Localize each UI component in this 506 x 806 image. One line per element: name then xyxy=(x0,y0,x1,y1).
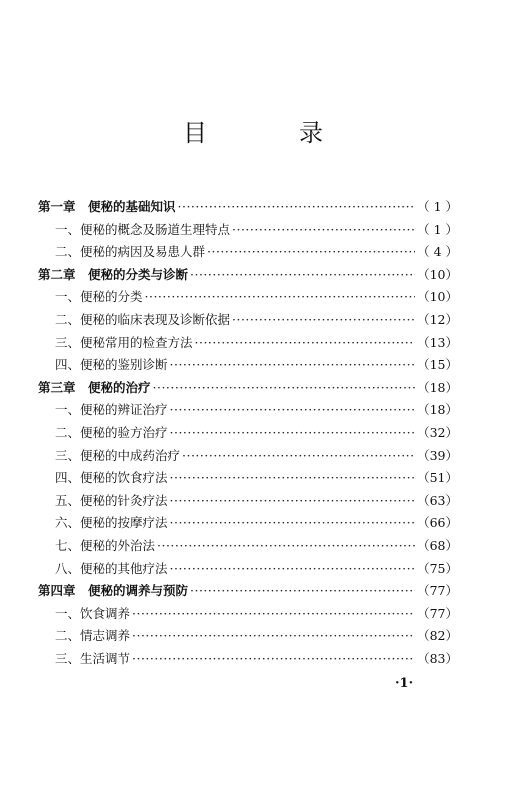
leader-dots xyxy=(170,422,416,445)
toc-entry-label: 二、便秘的临床表现及诊断依据 xyxy=(55,311,231,327)
toc-entry-label: 三、生活调节 xyxy=(55,650,131,666)
leader-dots xyxy=(170,467,416,490)
toc-entry-chapter-2 xyxy=(38,264,458,287)
toc-entry-label: 七、便秘的外治法 xyxy=(55,537,156,553)
toc-entry-label: 二、便秘的验方治疗 xyxy=(55,424,168,440)
leader-dots xyxy=(132,648,415,671)
toc-entry-page: （75） xyxy=(417,560,458,576)
leader-dots xyxy=(170,354,416,377)
toc-entry-label: 六、便秘的按摩疗法 xyxy=(55,515,168,531)
toc-entry-page: （10） xyxy=(417,266,458,282)
toc-entry-label: 第三章 便秘的治疗 xyxy=(38,379,151,395)
toc-entry-label: 第二章 便秘的分类与诊断 xyxy=(38,266,189,282)
toc-entry-section xyxy=(38,241,458,264)
toc-entry-section xyxy=(38,422,458,445)
toc-entry-page: （77） xyxy=(417,583,458,599)
leader-dots xyxy=(178,196,416,219)
page-title: 目 录 xyxy=(183,119,357,147)
table-of-contents xyxy=(38,196,458,670)
toc-entry-label: 二、情志调养 xyxy=(55,628,131,644)
toc-entry-page: （66） xyxy=(417,515,458,531)
leader-dots xyxy=(157,535,415,558)
toc-entry-label: 四、便秘的饮食疗法 xyxy=(55,470,168,486)
leader-dots xyxy=(232,309,415,332)
toc-entry-page: （32） xyxy=(417,424,458,440)
leader-dots xyxy=(132,603,415,626)
toc-entry-section xyxy=(38,558,458,581)
toc-entry-page: （63） xyxy=(417,492,458,508)
leader-dots xyxy=(207,241,415,264)
toc-entry-chapter-4 xyxy=(38,580,458,603)
toc-entry-page: （51） xyxy=(417,470,458,486)
leader-dots xyxy=(170,490,416,513)
toc-entry-chapter-1 xyxy=(38,196,458,219)
toc-entry-section xyxy=(38,445,458,468)
toc-entry-page: （83） xyxy=(417,650,458,666)
toc-entry-section xyxy=(38,625,458,648)
toc-entry-section xyxy=(38,219,458,242)
toc-entry-label: 四、便秘的鉴别诊断 xyxy=(55,357,168,373)
leader-dots xyxy=(132,625,415,648)
toc-entry-label: 五、便秘的针灸疗法 xyxy=(55,492,168,508)
toc-entry-section xyxy=(38,467,458,490)
toc-entry-label: 八、便秘的其他疗法 xyxy=(55,560,168,576)
leader-dots xyxy=(190,580,415,603)
toc-entry-page: （18） xyxy=(417,379,458,395)
leader-dots xyxy=(153,377,416,400)
toc-entry-label: 一、便秘的概念及肠道生理特点 xyxy=(55,221,231,237)
leader-dots xyxy=(170,558,416,581)
toc-entry-page: （82） xyxy=(417,628,458,644)
toc-entry-label: 第四章 便秘的调养与预防 xyxy=(38,583,189,599)
leader-dots xyxy=(195,332,416,355)
leader-dots xyxy=(190,264,415,287)
toc-entry-page: （13） xyxy=(417,334,458,350)
toc-entry-section xyxy=(38,490,458,513)
toc-entry-page: （12） xyxy=(417,311,458,327)
toc-entry-section xyxy=(38,603,458,626)
toc-entry-label: 一、便秘的辨证治疗 xyxy=(55,402,168,418)
toc-entry-label: 一、饮食调养 xyxy=(55,605,131,621)
toc-entry-page: （77） xyxy=(417,605,458,621)
toc-entry-label: 二、便秘的病因及易患人群 xyxy=(55,244,206,260)
toc-entry-page: （39） xyxy=(417,447,458,463)
toc-entry-label: 三、便秘的中成药治疗 xyxy=(55,447,181,463)
toc-entry-section xyxy=(38,512,458,535)
toc-entry-section xyxy=(38,309,458,332)
toc-entry-page: （10） xyxy=(417,289,458,305)
toc-entry-section xyxy=(38,354,458,377)
toc-entry-section xyxy=(38,648,458,671)
toc-entry-page: （15） xyxy=(417,357,458,373)
leader-dots xyxy=(232,219,415,242)
toc-entry-section xyxy=(38,535,458,558)
leader-dots xyxy=(170,512,416,535)
page-number: ·1· xyxy=(395,676,414,691)
leader-dots xyxy=(182,445,415,468)
toc-entry-label: 第一章 便秘的基础知识 xyxy=(38,199,176,214)
toc-entry-section xyxy=(38,286,458,309)
toc-entry-page: （68） xyxy=(417,537,458,553)
leader-dots xyxy=(145,286,416,309)
toc-entry-label: 一、便秘的分类 xyxy=(55,289,143,305)
toc-entry-chapter-3 xyxy=(38,377,458,400)
toc-entry-page: （ 4 ） xyxy=(417,244,458,260)
toc-entry-section xyxy=(38,332,458,355)
toc-entry-label: 三、便秘常用的检查方法 xyxy=(55,334,193,350)
leader-dots xyxy=(170,399,416,422)
toc-entry-section xyxy=(38,399,458,422)
toc-entry-page: （ 1 ） xyxy=(417,199,458,214)
toc-entry-page: （ 1 ） xyxy=(417,221,458,237)
toc-entry-page: （18） xyxy=(417,402,458,418)
